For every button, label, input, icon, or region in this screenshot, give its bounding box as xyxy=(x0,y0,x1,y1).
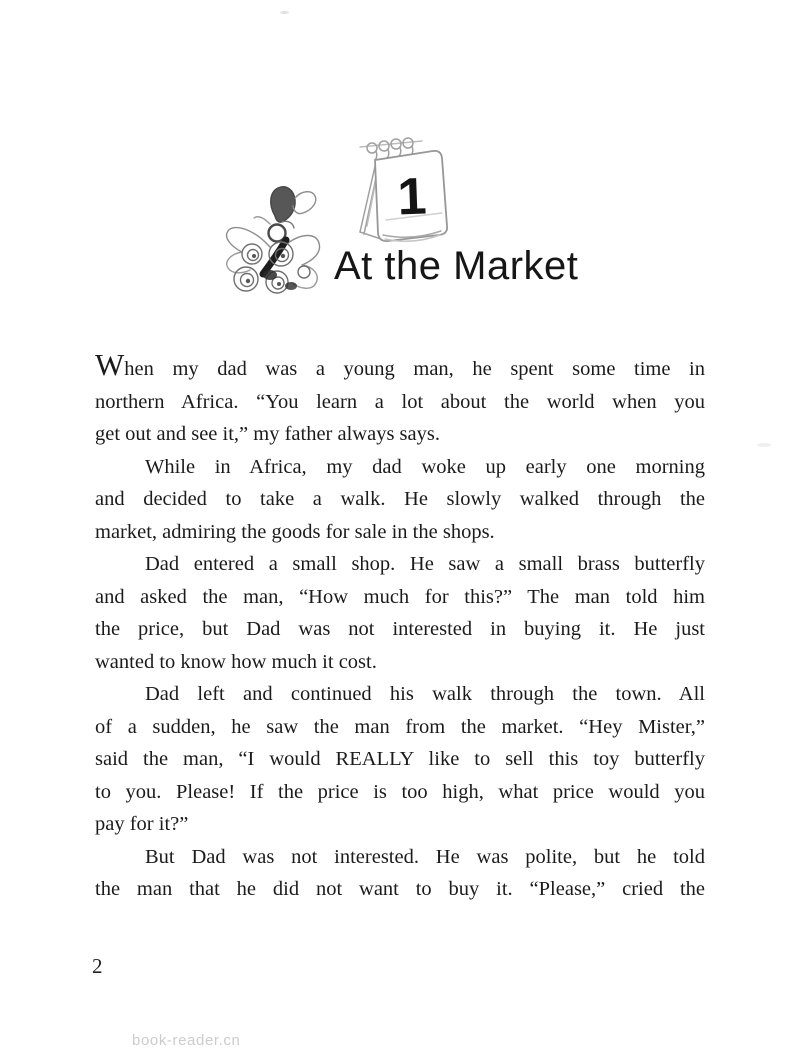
text-line: market, admiring the goods for sale in the shops. xyxy=(95,520,495,543)
text-line xyxy=(95,349,705,386)
story-text xyxy=(95,349,705,906)
text-line: said the man, “I would REALLY like to sell this toy butterfly xyxy=(95,748,705,770)
text-line: get out and see it,” my father always says. xyxy=(95,423,440,445)
text-line: wanted to know how much it cost. xyxy=(95,650,377,673)
scan-speck xyxy=(757,443,771,447)
text-line: of a sudden, he saw the man from the market. “Hey Mister,” xyxy=(95,715,705,738)
watermark: book-reader.cn xyxy=(132,1032,241,1049)
text-run: hen my dad was a young man, he spent some time in xyxy=(124,358,705,380)
text-line: and asked the man, “How much for this?” The man told him xyxy=(95,585,705,608)
scan-speck xyxy=(280,11,289,14)
text-line: and decided to take a walk. He slowly walked through the xyxy=(95,488,705,510)
calendar-illustration-icon xyxy=(350,128,460,244)
drop-cap: W xyxy=(95,347,125,382)
text-line: to you. Please! If the price is too high, what price would you xyxy=(95,780,705,803)
text-line: northern Africa. “You learn a lot about the world when you xyxy=(95,390,705,413)
text-line: While in Africa, my dad woke up early one morning xyxy=(145,455,705,478)
text-line: Dad left and continued his walk through the town. All xyxy=(145,683,705,705)
butterfly-illustration-icon xyxy=(218,182,346,312)
text-line: Dad entered a small shop. He saw a small brass butterfly xyxy=(145,553,705,575)
text-line: pay for it?” xyxy=(95,813,189,835)
page-number: 2 xyxy=(92,954,103,978)
text-line: the price, but Dad was not interested in buying it. He just xyxy=(95,618,705,640)
chapter-number: 1 xyxy=(396,167,428,227)
chapter-title: At the Market xyxy=(334,244,579,288)
text-line: the man that he did not want to buy it. “Please,” cried the xyxy=(95,878,705,900)
text-line: But Dad was not interested. He was polite, but he told xyxy=(145,845,705,868)
